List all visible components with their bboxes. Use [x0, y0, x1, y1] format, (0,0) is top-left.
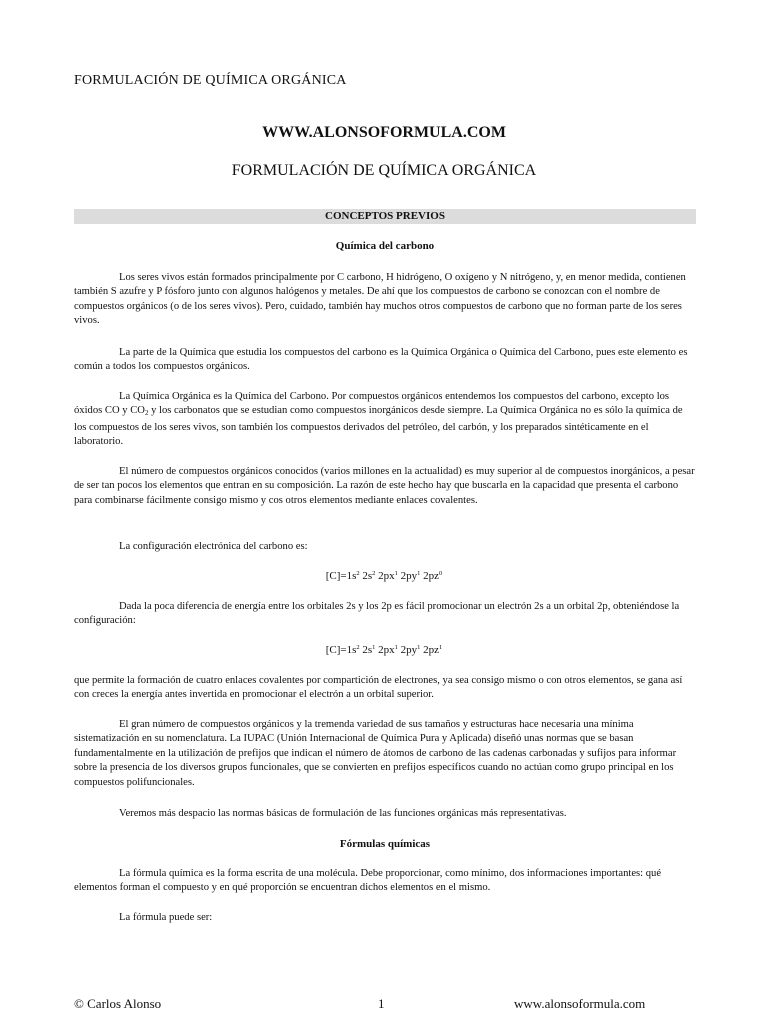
- site-title: WWW.ALONSOFORMULA.COM: [262, 124, 506, 141]
- paragraph-4: [74, 465, 696, 508]
- footer-page-number: 1: [378, 996, 385, 1011]
- section-heading: CONCEPTOS PREVIOS: [74, 209, 696, 224]
- paragraph-2: [74, 346, 696, 375]
- subheading-quimica-carbono: Química del carbono: [335, 240, 435, 252]
- paragraph-3-text-b: y los carbonatos que se estudian como compuestos inorgánicos desde siempre. La Química Orgánica no es sólo la química de los compuestos de los seres vivos, son también los compuestos derivados del petróleo, del carbón, y los preparados sintéticamente en el laboratorio.: [74, 405, 683, 448]
- paragraph-10-text: La fórmula química es la forma escrita de una molécula. Debe proporcionar, como mínimo, dos informaciones importantes: qué elementos forman el compuesto y en qué proporción se encuentran dichos elementos en el mismo.: [74, 868, 662, 894]
- paragraph-9-text: Veremos más despacio las normas básicas de formulación de las funciones orgánicas más representativas.: [119, 808, 567, 819]
- paragraph-11-text: La fórmula puede ser:: [119, 912, 213, 923]
- paragraph-6: [74, 600, 696, 629]
- paragraph-5-text: La configuración electrónica del carbono es:: [119, 541, 308, 552]
- running-header: FORMULACIÓN DE QUÍMICA ORGÁNICA: [74, 73, 347, 88]
- footer-author: © Carlos Alonso: [74, 996, 162, 1011]
- paragraph-8: [74, 718, 696, 790]
- paragraph-5: [74, 540, 696, 554]
- footer-url[interactable]: www.alonsoformula.com: [514, 996, 646, 1011]
- paragraph-1-text: Los seres vivos están formados principalmente por C carbono, H hidrógeno, O oxígeno y N nitrógeno, y, en menor medida, contienen también S azufre y P fósforo junto con algunos halógenos y metales. De ahí que los compuestos de carbono se conozcan con el nombre de compuestos orgánicos (o de los seres vivos). Pero, cuidado, también hay muchos otros compuestos de carbono que no forman parte de los seres vivos.: [74, 272, 686, 327]
- paragraph-3-text-a: La Química Orgánica es la Química del Carbono. Por compuestos orgánicos entendemos los compuestos del carbono, excepto los óxidos CO y CO: [74, 391, 670, 417]
- paragraph-11: [74, 911, 696, 925]
- electron-configuration-excited: $[C]=1s^2$ $2s^1$ $2px^1$ $2py^1$ $2pz^1$: [325, 644, 443, 656]
- paragraph-10: [74, 867, 696, 896]
- paragraph-4-text: El número de compuestos orgánicos conocidos (varios millones en la actualidad) es muy superior al de compuestos inorgánicos, a pesar de ser tan pocos los elementos que entran en su composición. La razón de este hecho hay que buscarla en la capacidad que presenta el carbono para combinarse fácilmente consigo mismo y cos otros elementos mediante enlaces covalentes.: [74, 466, 695, 506]
- electron-configuration-ground: $[C]=1s^2$ $2s^2$ $2px^1$ $2py^1$ $2pz^0$: [325, 570, 443, 582]
- paragraph-2-text: La parte de la Química que estudia los compuestos del carbono es la Química Orgánica o Química del Carbono, pues este elemento es común a todos los compuestos orgánicos.: [74, 347, 688, 373]
- co2-subscript: 2: [144, 409, 149, 418]
- paragraph-3: [74, 390, 696, 450]
- document-title: FORMULACIÓN DE QUÍMICA ORGÁNICA: [231, 162, 537, 179]
- paragraph-8-text: El gran número de compuestos orgánicos y la tremenda variedad de sus tamaños y estructuras hace necesaria una mínima sistematización en su nomenclatura. La IUPAC (Unión Internacional de Química Pura y Aplicada) diseñó unas normas que se basan fundamentalmente en la utilización de prefijos que indican el número de átomos de carbono de las cadenas carbonadas y sufijos para informar sobre la presencia de los diversos grupos funcionales, que se convierten en prefijos específicos cuando no actúan como grupo principal en los compuestos polifuncionales.: [74, 719, 677, 788]
- subheading-formulas-quimicas: Fórmulas químicas: [339, 838, 431, 850]
- paragraph-7: que permite la formación de cuatro enlaces covalentes por compartición de electrones, ya sea consigo mismo o con otros elementos, se gana así con creces la energía antes invertida en promocionar el electrón a un orbital superior.: [74, 675, 683, 701]
- paragraph-9: [74, 807, 696, 821]
- paragraph-1: [74, 271, 696, 329]
- paragraph-6-text: Dada la poca diferencia de energía entre los orbitales 2s y los 2p es fácil promocionar un electrón 2s a un orbital 2p, obteniéndose la configuración:: [74, 601, 680, 627]
